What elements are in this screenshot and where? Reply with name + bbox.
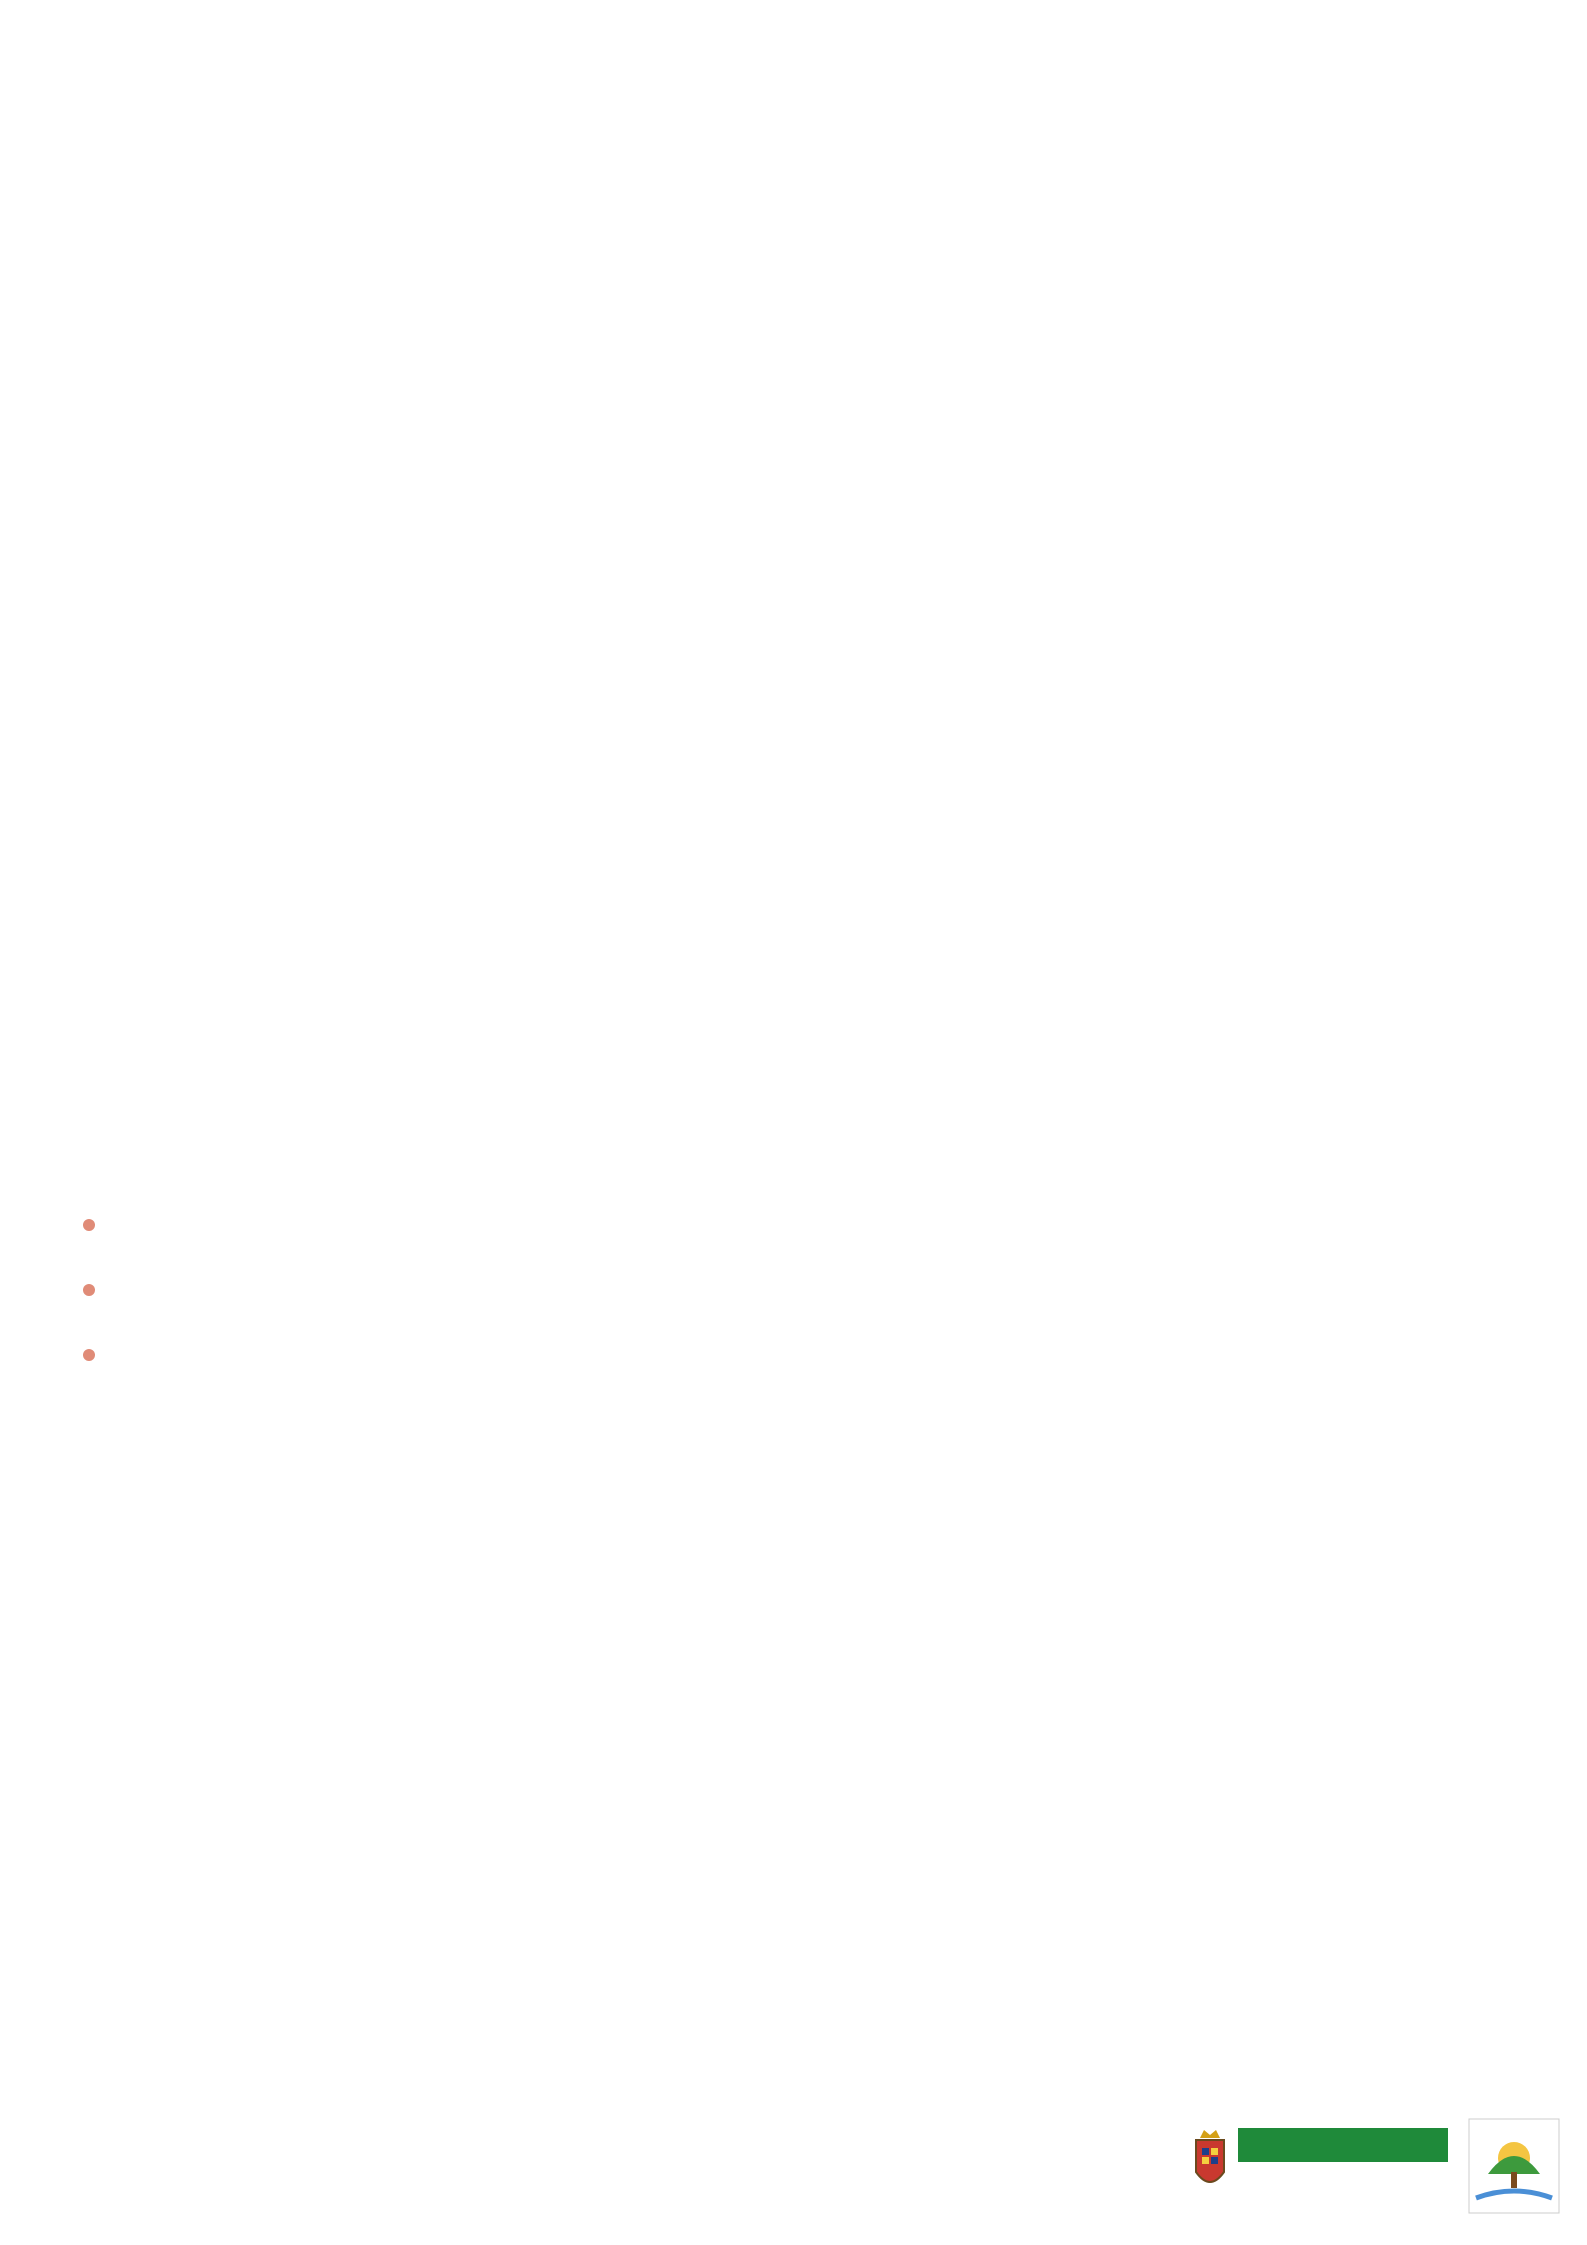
subtitle [153, 272, 1488, 389]
shield-icon [1192, 2126, 1228, 2196]
junta-logo [1238, 2128, 1448, 2162]
info-list [70, 1192, 1587, 1387]
floral-border-top [0, 0, 1587, 360]
list-item [114, 1192, 1587, 1257]
headline-line-2 [202, 652, 1298, 748]
sponsor-logos [1190, 2118, 1562, 2218]
list-item [114, 1322, 1587, 1387]
headline-line-1 [63, 466, 1517, 593]
list-item [114, 1257, 1587, 1322]
tree-icon [1468, 2118, 1560, 2214]
